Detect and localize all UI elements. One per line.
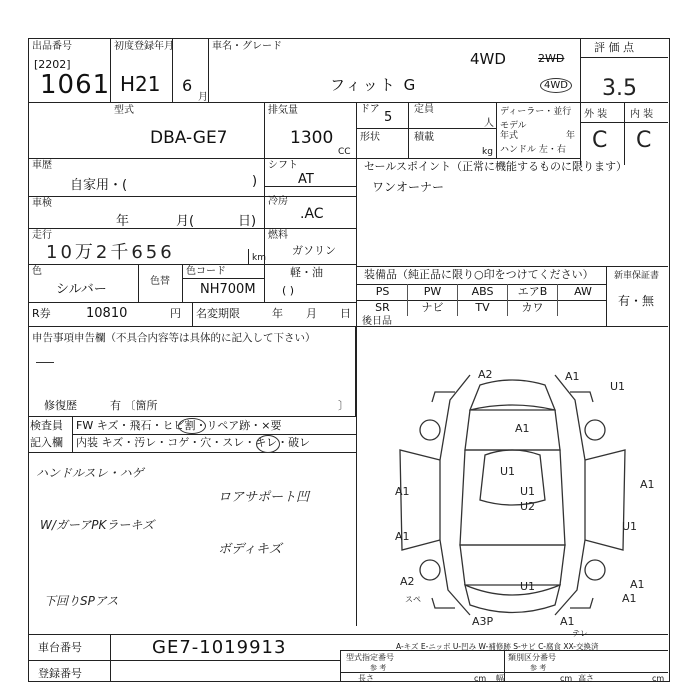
model-name: フィット G: [330, 76, 418, 94]
damage-mark: スペ: [405, 595, 421, 604]
repair-history-value: 有 〔箇所: [110, 399, 158, 412]
damage-mark: U1: [622, 520, 638, 533]
dealer-label: ディーラー・並行: [500, 107, 572, 117]
width-unit: cm: [560, 674, 573, 683]
mileage-label: 走行: [32, 230, 52, 241]
repair-history-close: 〕: [338, 399, 349, 412]
damage-mark: A2: [478, 368, 493, 381]
recycle-unit: 円: [170, 307, 181, 320]
shape-label: 形状: [360, 132, 380, 143]
transfer-year: 年: [272, 307, 283, 320]
recycle-value: 10810: [86, 306, 128, 321]
damage-mark: A1: [630, 578, 645, 591]
fuel-diesel: 軽・油: [290, 266, 323, 279]
capacity-unit: 人: [484, 118, 494, 129]
ac-value: .AC: [300, 206, 324, 222]
mileage-value: 10万2千656: [46, 242, 175, 263]
history-value: 自家用・(: [70, 178, 128, 193]
doors-value: 5: [384, 110, 393, 125]
drive-2wd: 2WD: [538, 52, 565, 65]
note-line-2: ロアサポート凹: [218, 490, 310, 505]
damage-mark: A1: [622, 592, 637, 605]
model-label: モデル: [500, 121, 527, 131]
equipment-item: PS: [358, 284, 408, 300]
displacement-label: 排気量: [268, 105, 298, 116]
shift-label: シフト: [268, 160, 298, 171]
vehicle-damage-diagram: [360, 340, 665, 640]
equipment-item: カワ: [508, 300, 558, 316]
type-label: 型式: [114, 105, 134, 116]
height-unit: cm: [652, 674, 665, 683]
fuel-other: ( ): [282, 284, 295, 297]
selling-point-label: セールスポイント（正常に機能するものに限ります）: [364, 160, 628, 173]
note-line-1: ハンドルスレ・ハゲ: [36, 466, 144, 480]
equipment-item: ナビ: [408, 300, 458, 316]
equipment-item: AW: [574, 285, 592, 298]
displacement-unit: CC: [338, 147, 351, 157]
transfer-month: 月: [306, 307, 317, 320]
length-label: 長さ: [358, 674, 374, 683]
note-line-3: W/ガーアPKラーキズ: [40, 518, 155, 532]
damage-mark: U1: [500, 465, 516, 478]
inspector-fw-row: FW キズ・飛石・ヒビ割・リペア跡・×要: [76, 419, 282, 432]
declaration-label: 申告事項申告欄（不具合内容等は具体的に記入して下さい）: [32, 332, 316, 344]
displacement-value: 1300: [290, 128, 334, 148]
inspector-interior-row: 内装 キズ・汚レ・コゲ・穴・スレ・キレ・破レ: [76, 436, 311, 449]
declaration-dash-mark: [36, 362, 54, 363]
damage-legend: A-キズ E-ニッボ U-凹み W-補修跡 S-サビ C-腐食 XX-交換済: [396, 642, 599, 651]
color-code-label: 色コード: [186, 266, 226, 277]
equipment-item: エアB: [508, 284, 558, 300]
registration-label: 登録番号: [38, 667, 82, 680]
reg-month: 6: [182, 76, 193, 95]
type-value: DBA-GE7: [150, 128, 228, 148]
equipment-item: PW: [408, 284, 458, 300]
class-code-ref: 参 考: [530, 664, 547, 672]
ac-label: 冷房: [268, 196, 288, 207]
equipment-item: SR: [358, 300, 408, 316]
drive-type: 4WD: [470, 50, 506, 68]
height-label: 高さ: [578, 674, 594, 683]
inspection-day: 日): [238, 214, 257, 229]
model-grade-label: 車名・グレード: [212, 41, 282, 52]
era-year: H21: [120, 72, 161, 96]
chassis-label: 車台番号: [38, 641, 82, 654]
interior-label: 内 装: [630, 109, 654, 120]
lot-number: 1061: [40, 70, 111, 100]
exterior-label: 外 装: [584, 109, 608, 120]
color-count-label: 色替: [150, 276, 170, 287]
damage-mark: テレ: [572, 629, 588, 638]
score-label: 評 価 点: [594, 41, 634, 54]
load-label: 積載: [414, 132, 434, 143]
shift-value: AT: [298, 172, 314, 187]
equipment-label: 装備品（純正品に限り○印をつけてください）: [364, 268, 594, 281]
length-unit: cm: [474, 674, 487, 683]
model-year-unit: 年: [566, 131, 576, 141]
fuel-gasoline: ガソリン: [292, 244, 336, 257]
note-line-5: 下回りSPアス: [44, 594, 119, 608]
damage-mark: A2: [400, 575, 415, 588]
inspector-entry-label: 記入欄: [30, 436, 63, 449]
month-unit: 月: [198, 92, 208, 103]
damage-mark: U1: [520, 580, 536, 593]
load-unit: kg: [482, 147, 493, 157]
damage-mark: A1: [560, 615, 575, 628]
interior-grade: C: [636, 128, 652, 153]
warranty-value: 有・無: [618, 294, 655, 308]
model-year-label: 年式: [500, 131, 519, 141]
inspection-month: 月(: [176, 214, 195, 229]
repair-history-label: 修復歴: [44, 399, 77, 412]
note-line-4: ボディキズ: [218, 542, 282, 557]
color-code-value: NH700M: [200, 282, 256, 297]
damage-mark: A1: [515, 422, 530, 435]
after-day-label: 後日品: [362, 316, 392, 327]
history-label: 車歴: [32, 160, 52, 171]
lot-number-label: 出品番号: [32, 41, 72, 52]
damage-mark: A3P: [472, 615, 494, 628]
inspector-label: 検査員: [30, 419, 63, 432]
damage-mark: A1: [565, 370, 580, 383]
capacity-label: 定員: [414, 104, 434, 115]
damage-mark: A1: [640, 478, 655, 491]
type-code-label: 型式指定番号: [346, 653, 394, 662]
doors-label: ドア: [360, 104, 380, 115]
damage-mark: U1: [520, 485, 536, 498]
lot-prefix: [2202]: [34, 58, 71, 71]
damage-mark: U1: [610, 380, 626, 393]
width-label: 幅: [496, 674, 504, 683]
inspector-fw-circle: [178, 418, 206, 434]
color-label: 色: [32, 266, 42, 277]
transfer-deadline-label: 名変期限: [196, 307, 240, 320]
first-registration-label: 初度登録年月: [114, 41, 174, 52]
fuel-label: 燃料: [268, 230, 288, 241]
equipment-item: [558, 300, 608, 316]
color-value: シルバー: [56, 282, 107, 297]
inspector-scuff-circle: [256, 435, 280, 453]
recycle-label: R券: [32, 307, 51, 320]
class-code-label: 類別区分番号: [508, 653, 556, 662]
history-close: ): [252, 174, 258, 189]
drive-4wd-circled: 4WD: [540, 78, 572, 93]
mileage-unit: km: [252, 253, 266, 263]
inspection-label: 車検: [32, 198, 52, 209]
score-value: 3.5: [602, 76, 637, 101]
equipment-item: ABS: [458, 284, 508, 300]
warranty-label: 新車保証書: [614, 271, 660, 281]
damage-mark: U2: [520, 500, 536, 513]
selling-point-value: ワンオーナー: [372, 180, 445, 194]
inspection-year: 年: [116, 214, 130, 229]
exterior-grade: C: [592, 128, 608, 153]
transfer-day: 日: [340, 307, 351, 320]
type-code-ref: 参 考: [370, 664, 387, 672]
equipment-item: TV: [458, 300, 508, 316]
damage-mark: A1: [395, 530, 410, 543]
handle-label: ハンドル 左・右: [500, 145, 566, 155]
damage-mark: A1: [395, 485, 410, 498]
chassis-value: GE7-1019913: [152, 637, 287, 658]
